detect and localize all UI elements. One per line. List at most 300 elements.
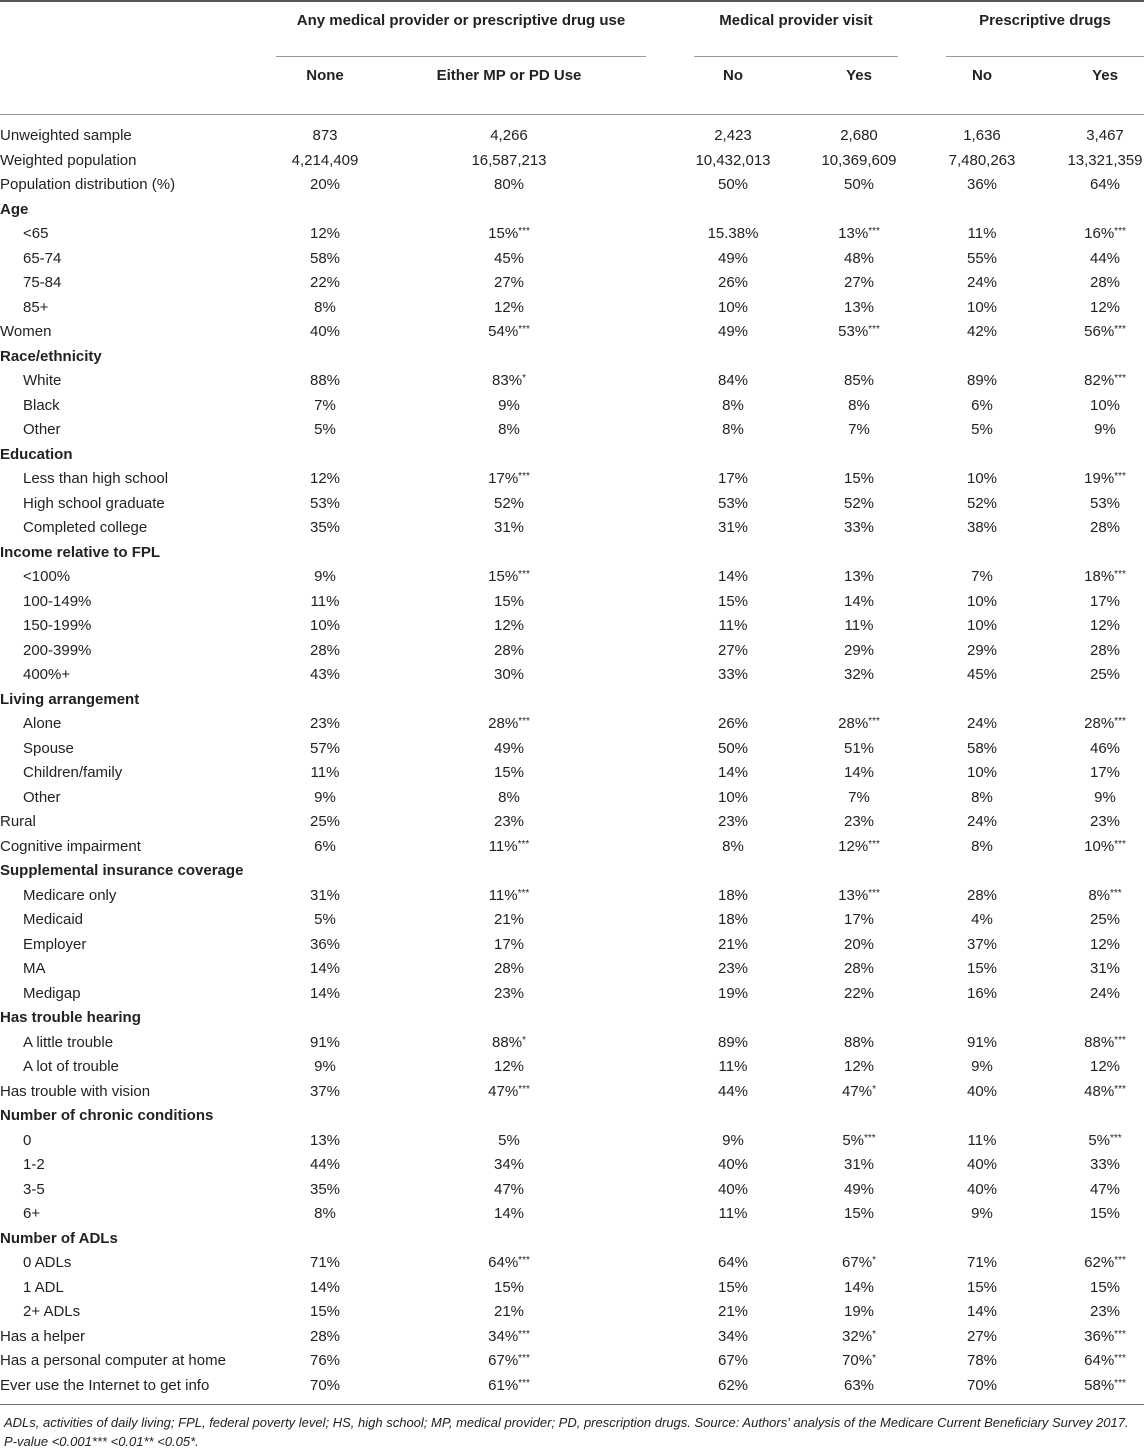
table-spacer bbox=[584, 198, 694, 223]
table-spacer bbox=[772, 590, 820, 615]
table-cell: 10% bbox=[1089, 396, 1121, 414]
table-spacer bbox=[584, 345, 694, 370]
table-cell: 9% bbox=[314, 568, 336, 586]
table-spacer bbox=[694, 688, 772, 713]
table-spacer bbox=[898, 1300, 946, 1325]
table-cell: 18%*** bbox=[1084, 568, 1126, 586]
table-spacer bbox=[898, 467, 946, 492]
table-cell: 52% bbox=[843, 494, 875, 512]
table-cell: 27% bbox=[717, 641, 749, 659]
table-cell: 15% bbox=[843, 1205, 875, 1223]
table-spacer bbox=[898, 1104, 946, 1129]
row-label: 1 ADL bbox=[23, 1278, 64, 1296]
table-row bbox=[0, 1129, 1144, 1154]
table-spacer bbox=[374, 1031, 434, 1056]
table-spacer bbox=[374, 933, 434, 958]
table-spacer bbox=[898, 1129, 946, 1154]
significance-marker: *** bbox=[1110, 1132, 1122, 1144]
table-spacer bbox=[898, 933, 946, 958]
table-row bbox=[0, 663, 1144, 688]
table-cell: 16%*** bbox=[1084, 225, 1126, 243]
significance-marker: * bbox=[872, 1328, 876, 1340]
table-spacer bbox=[584, 516, 694, 541]
table-spacer bbox=[584, 541, 694, 566]
table-spacer bbox=[946, 1006, 1018, 1031]
table-spacer bbox=[374, 418, 434, 443]
table-cell: 8% bbox=[314, 1205, 336, 1223]
table-spacer bbox=[772, 296, 820, 321]
table-cell: 2,680 bbox=[840, 127, 878, 145]
table-cell: 12% bbox=[309, 225, 341, 243]
table-spacer bbox=[584, 1031, 694, 1056]
table-spacer bbox=[276, 1006, 374, 1031]
table-cell: 14% bbox=[309, 984, 341, 1002]
table-cell: 40% bbox=[966, 1180, 998, 1198]
table-spacer bbox=[1018, 1374, 1066, 1399]
table-spacer bbox=[584, 296, 694, 321]
row-label: Cognitive impairment bbox=[0, 837, 141, 855]
table-cell: 9% bbox=[314, 788, 336, 806]
significance-marker: *** bbox=[1114, 569, 1126, 581]
table-spacer bbox=[772, 908, 820, 933]
table-row bbox=[0, 933, 1144, 958]
table-cell: 12% bbox=[1089, 298, 1121, 316]
table-spacer bbox=[1018, 786, 1066, 811]
table-spacer bbox=[584, 369, 694, 394]
table-spacer bbox=[374, 516, 434, 541]
table-spacer bbox=[374, 590, 434, 615]
significance-marker: *** bbox=[517, 838, 530, 850]
table-cell: 14% bbox=[493, 1205, 525, 1223]
table-spacer bbox=[820, 541, 898, 566]
row-label: Unweighted sample bbox=[0, 127, 132, 145]
table-cell: 12% bbox=[843, 1058, 875, 1076]
table-spacer bbox=[946, 1104, 1018, 1129]
subheader-either-use: Either MP or PD Use bbox=[436, 67, 582, 84]
table-cell: 62% bbox=[717, 1376, 749, 1394]
table-cell: 67% bbox=[717, 1352, 749, 1370]
table-spacer bbox=[820, 345, 898, 370]
row-label: A little trouble bbox=[23, 1033, 114, 1051]
table-spacer bbox=[434, 1227, 584, 1252]
table-cell: 24% bbox=[966, 813, 998, 831]
table-cell: 15% bbox=[309, 1303, 341, 1321]
table-spacer bbox=[898, 712, 946, 737]
table-cell: 53% bbox=[309, 494, 341, 512]
table-spacer bbox=[1066, 345, 1144, 370]
header-group-provider-visit: Medical provider visit bbox=[719, 12, 873, 29]
table-cell: 6% bbox=[971, 396, 993, 414]
table-cell: 14% bbox=[843, 1278, 875, 1296]
table-cell: 52% bbox=[966, 494, 998, 512]
table-cell: 49% bbox=[843, 1180, 875, 1198]
section-label: Education bbox=[0, 445, 73, 463]
table-spacer bbox=[584, 1374, 694, 1399]
table-cell: 1,636 bbox=[963, 127, 1001, 145]
table-cell: 24% bbox=[966, 715, 998, 733]
table-spacer bbox=[1018, 345, 1066, 370]
table-cell: 5% bbox=[971, 421, 993, 439]
table-spacer bbox=[1018, 173, 1066, 198]
table-spacer bbox=[898, 198, 946, 223]
table-spacer bbox=[434, 688, 584, 713]
table-cell: 11% bbox=[967, 1131, 997, 1149]
table-spacer bbox=[1018, 1153, 1066, 1178]
table-spacer bbox=[772, 1227, 820, 1252]
table-spacer bbox=[772, 124, 820, 149]
table-row bbox=[0, 247, 1144, 272]
table-cell: 33% bbox=[717, 666, 749, 684]
significance-marker: *** bbox=[1114, 838, 1126, 850]
table-spacer bbox=[772, 1153, 820, 1178]
significance-marker: *** bbox=[518, 1377, 530, 1389]
table-spacer bbox=[898, 982, 946, 1007]
row-label: 0 bbox=[23, 1131, 32, 1149]
table-cell: 13% bbox=[843, 298, 875, 316]
table-cell: 4,214,409 bbox=[291, 151, 359, 169]
table-cell: 23% bbox=[309, 715, 341, 733]
table-spacer bbox=[820, 443, 898, 468]
table-cell: 23% bbox=[493, 984, 525, 1002]
table-spacer bbox=[584, 1006, 694, 1031]
table-spacer bbox=[1066, 859, 1144, 884]
table-cell: 22% bbox=[309, 274, 341, 292]
table-cell: 12% bbox=[493, 617, 525, 635]
table-spacer bbox=[898, 296, 946, 321]
table-spacer bbox=[772, 982, 820, 1007]
table-cell: 28% bbox=[1089, 274, 1121, 292]
table-spacer bbox=[1066, 198, 1144, 223]
table-cell: 31% bbox=[309, 886, 341, 904]
row-label: 2+ ADLs bbox=[23, 1303, 81, 1321]
table-spacer bbox=[584, 688, 694, 713]
table-spacer bbox=[584, 1129, 694, 1154]
row-label: Women bbox=[0, 323, 52, 341]
table-spacer bbox=[1018, 418, 1066, 443]
subheader-drugs-yes: Yes bbox=[1092, 67, 1118, 84]
table-spacer bbox=[374, 345, 434, 370]
row-label: Population distribution (%) bbox=[0, 176, 176, 194]
table-spacer bbox=[1018, 933, 1066, 958]
table-cell: 9% bbox=[314, 1058, 336, 1076]
table-cell: 11%*** bbox=[488, 886, 530, 904]
table-spacer bbox=[1018, 712, 1066, 737]
table-top-rule bbox=[0, 0, 1144, 2]
table-section-row bbox=[0, 1104, 1144, 1129]
table-cell: 85% bbox=[843, 372, 875, 390]
table-spacer bbox=[584, 1153, 694, 1178]
table-cell: 67%* bbox=[842, 1254, 876, 1272]
table-spacer bbox=[946, 688, 1018, 713]
table-cell: 19% bbox=[717, 984, 749, 1002]
table-cell: 21% bbox=[493, 1303, 525, 1321]
table-row bbox=[0, 908, 1144, 933]
table-spacer bbox=[772, 1349, 820, 1374]
table-cell: 54%*** bbox=[488, 323, 530, 341]
table-cell: 28%*** bbox=[1084, 715, 1126, 733]
table-spacer bbox=[276, 443, 374, 468]
significance-marker: *** bbox=[518, 1328, 530, 1340]
section-label: Age bbox=[0, 200, 29, 218]
table-cell: 13%*** bbox=[838, 225, 880, 243]
table-spacer bbox=[374, 247, 434, 272]
table-cell: 33% bbox=[843, 519, 875, 537]
table-spacer bbox=[1018, 443, 1066, 468]
table-spacer bbox=[374, 1055, 434, 1080]
table-spacer bbox=[584, 467, 694, 492]
row-label: 0 ADLs bbox=[23, 1254, 72, 1272]
table-spacer bbox=[694, 859, 772, 884]
table-spacer bbox=[898, 1374, 946, 1399]
row-label: 85+ bbox=[23, 298, 49, 316]
table-spacer bbox=[1018, 1276, 1066, 1301]
table-cell: 13% bbox=[843, 568, 875, 586]
table-row bbox=[0, 1055, 1144, 1080]
significance-marker: *** bbox=[518, 471, 530, 483]
table-spacer bbox=[1066, 1227, 1144, 1252]
table-cell: 17% bbox=[493, 935, 525, 953]
table-spacer bbox=[772, 859, 820, 884]
table-row bbox=[0, 982, 1144, 1007]
table-cell: 21% bbox=[493, 911, 525, 929]
row-label: 3-5 bbox=[23, 1180, 45, 1198]
table-spacer bbox=[946, 198, 1018, 223]
table-cell: 44% bbox=[717, 1082, 749, 1100]
table-cell: 10% bbox=[966, 470, 998, 488]
table-spacer bbox=[374, 1227, 434, 1252]
table-cell: 17%*** bbox=[488, 470, 530, 488]
table-spacer bbox=[584, 957, 694, 982]
table-spacer bbox=[772, 884, 820, 909]
table-spacer bbox=[374, 1300, 434, 1325]
table-cell: 71% bbox=[309, 1254, 341, 1272]
table-cell: 11%*** bbox=[488, 837, 530, 855]
table-spacer bbox=[898, 1251, 946, 1276]
table-row bbox=[0, 737, 1144, 762]
significance-marker: * bbox=[522, 373, 526, 385]
table-section-row bbox=[0, 198, 1144, 223]
table-spacer bbox=[374, 1349, 434, 1374]
table-cell: 82%*** bbox=[1084, 372, 1126, 390]
table-row bbox=[0, 492, 1144, 517]
table-cell: 32%* bbox=[842, 1327, 876, 1345]
table-cell: 27% bbox=[843, 274, 875, 292]
table-spacer bbox=[276, 198, 374, 223]
significance-marker: *** bbox=[518, 324, 530, 336]
table-spacer bbox=[898, 516, 946, 541]
row-label: Spouse bbox=[23, 739, 74, 757]
table-spacer bbox=[772, 957, 820, 982]
section-label: Number of chronic conditions bbox=[0, 1107, 214, 1125]
significance-marker: *** bbox=[1114, 373, 1126, 385]
table-spacer bbox=[772, 173, 820, 198]
table-cell: 23% bbox=[493, 813, 525, 831]
table-spacer bbox=[1018, 1349, 1066, 1374]
row-label: Black bbox=[23, 396, 60, 414]
table-spacer bbox=[374, 810, 434, 835]
table-cell: 52% bbox=[493, 494, 525, 512]
table-spacer bbox=[772, 418, 820, 443]
table-spacer bbox=[898, 320, 946, 345]
table-cell: 88%* bbox=[492, 1033, 526, 1051]
table-section-row bbox=[0, 443, 1144, 468]
table-cell: 13% bbox=[309, 1131, 341, 1149]
row-label: Completed college bbox=[23, 519, 148, 537]
table-cell: 11% bbox=[310, 764, 340, 782]
table-spacer bbox=[276, 345, 374, 370]
table-cell: 10,432,013 bbox=[695, 151, 771, 169]
table-spacer bbox=[584, 247, 694, 272]
row-label: White bbox=[23, 372, 62, 390]
significance-marker: *** bbox=[1114, 1353, 1126, 1365]
table-cell: 70%* bbox=[842, 1352, 876, 1370]
table-cell: 89% bbox=[966, 372, 998, 390]
section-label: Supplemental insurance coverage bbox=[0, 862, 244, 880]
table-cell: 64% bbox=[717, 1254, 749, 1272]
table-spacer bbox=[1018, 516, 1066, 541]
table-spacer bbox=[1018, 394, 1066, 419]
table-cell: 30% bbox=[493, 666, 525, 684]
table-spacer bbox=[1018, 541, 1066, 566]
significance-marker: *** bbox=[518, 569, 530, 581]
table-cell: 64%*** bbox=[1084, 1352, 1126, 1370]
table-spacer bbox=[1018, 1055, 1066, 1080]
table-cell: 15% bbox=[493, 764, 525, 782]
table-cell: 32% bbox=[843, 666, 875, 684]
significance-marker: *** bbox=[518, 1255, 530, 1267]
table-spacer bbox=[584, 1251, 694, 1276]
table-spacer bbox=[374, 835, 434, 860]
table-cell: 15% bbox=[966, 960, 998, 978]
table-spacer bbox=[772, 222, 820, 247]
table-spacer bbox=[374, 394, 434, 419]
table-cell: 27% bbox=[966, 1327, 998, 1345]
table-row bbox=[0, 149, 1144, 174]
table-spacer bbox=[772, 1080, 820, 1105]
table-cell: 8% bbox=[498, 421, 520, 439]
row-label: <65 bbox=[23, 225, 49, 243]
table-cell: 15% bbox=[843, 470, 875, 488]
table-spacer bbox=[1018, 639, 1066, 664]
table-spacer bbox=[584, 614, 694, 639]
table-cell: 10,369,609 bbox=[821, 151, 897, 169]
table-spacer bbox=[584, 149, 694, 174]
table-spacer bbox=[898, 222, 946, 247]
table-spacer bbox=[584, 1178, 694, 1203]
table-spacer bbox=[1018, 149, 1066, 174]
table-cell: 50% bbox=[843, 176, 875, 194]
table-spacer bbox=[898, 761, 946, 786]
table-cell: 14% bbox=[843, 764, 875, 782]
table-spacer bbox=[584, 835, 694, 860]
table-cell: 89% bbox=[717, 1033, 749, 1051]
table-spacer bbox=[584, 1227, 694, 1252]
table-cell: 8% bbox=[722, 837, 744, 855]
table-spacer bbox=[584, 712, 694, 737]
table-cell: 88% bbox=[843, 1033, 875, 1051]
table-spacer bbox=[820, 1227, 898, 1252]
table-spacer bbox=[772, 614, 820, 639]
table-row bbox=[0, 761, 1144, 786]
table-spacer bbox=[898, 394, 946, 419]
table-section-row bbox=[0, 859, 1144, 884]
table-cell: 6% bbox=[314, 837, 336, 855]
table-spacer bbox=[374, 761, 434, 786]
table-spacer bbox=[898, 149, 946, 174]
table-spacer bbox=[584, 761, 694, 786]
table-spacer bbox=[276, 688, 374, 713]
table-row bbox=[0, 1202, 1144, 1227]
table-cell: 84% bbox=[717, 372, 749, 390]
table-cell: 7,480,263 bbox=[948, 151, 1016, 169]
table-spacer bbox=[434, 443, 584, 468]
row-label: Weighted population bbox=[0, 151, 137, 169]
table-spacer bbox=[374, 565, 434, 590]
significance-marker: *** bbox=[868, 716, 880, 728]
table-cell: 25% bbox=[1089, 911, 1121, 929]
table-cell: 12% bbox=[309, 470, 341, 488]
table-spacer bbox=[772, 1251, 820, 1276]
table-cell: 42% bbox=[966, 323, 998, 341]
table-spacer bbox=[584, 884, 694, 909]
table-cell: 40% bbox=[966, 1156, 998, 1174]
table-spacer bbox=[434, 541, 584, 566]
table-spacer bbox=[898, 1031, 946, 1056]
table-spacer bbox=[584, 737, 694, 762]
table-spacer bbox=[1018, 688, 1066, 713]
significance-marker: *** bbox=[1114, 226, 1126, 238]
significance-marker: *** bbox=[868, 838, 880, 850]
table-spacer bbox=[898, 688, 946, 713]
table-cell: 10% bbox=[966, 617, 998, 635]
table-spacer bbox=[898, 786, 946, 811]
table-spacer bbox=[374, 1374, 434, 1399]
row-label: MA bbox=[23, 960, 46, 978]
table-cell: 22% bbox=[843, 984, 875, 1002]
table-cell: 8%*** bbox=[1088, 886, 1122, 904]
table-spacer bbox=[1018, 124, 1066, 149]
table-spacer bbox=[772, 1055, 820, 1080]
table-cell: 38% bbox=[966, 519, 998, 537]
significance-marker: *** bbox=[518, 1083, 530, 1095]
table-spacer bbox=[374, 1276, 434, 1301]
table-cell: 873 bbox=[312, 127, 338, 145]
table-spacer bbox=[898, 663, 946, 688]
row-label: 100-149% bbox=[23, 592, 92, 610]
table-cell: 8% bbox=[971, 837, 993, 855]
table-spacer bbox=[898, 810, 946, 835]
table-spacer bbox=[1018, 737, 1066, 762]
table-spacer bbox=[772, 786, 820, 811]
table-spacer bbox=[1018, 222, 1066, 247]
table-cell: 44% bbox=[1089, 249, 1121, 267]
table-spacer bbox=[1018, 590, 1066, 615]
table-spacer bbox=[898, 1178, 946, 1203]
table-spacer bbox=[434, 1104, 584, 1129]
significance-marker: * bbox=[872, 1255, 876, 1267]
significance-marker: *** bbox=[517, 887, 530, 899]
table-spacer bbox=[1018, 859, 1066, 884]
table-spacer bbox=[772, 198, 820, 223]
table-cell: 10% bbox=[717, 298, 749, 316]
table-cell: 7% bbox=[848, 421, 870, 439]
table-cell: 80% bbox=[493, 176, 525, 194]
table-spacer bbox=[1018, 565, 1066, 590]
table-spacer bbox=[584, 394, 694, 419]
table-cell: 8% bbox=[498, 788, 520, 806]
table-spacer bbox=[898, 590, 946, 615]
header-bottom-rule bbox=[0, 114, 1144, 115]
